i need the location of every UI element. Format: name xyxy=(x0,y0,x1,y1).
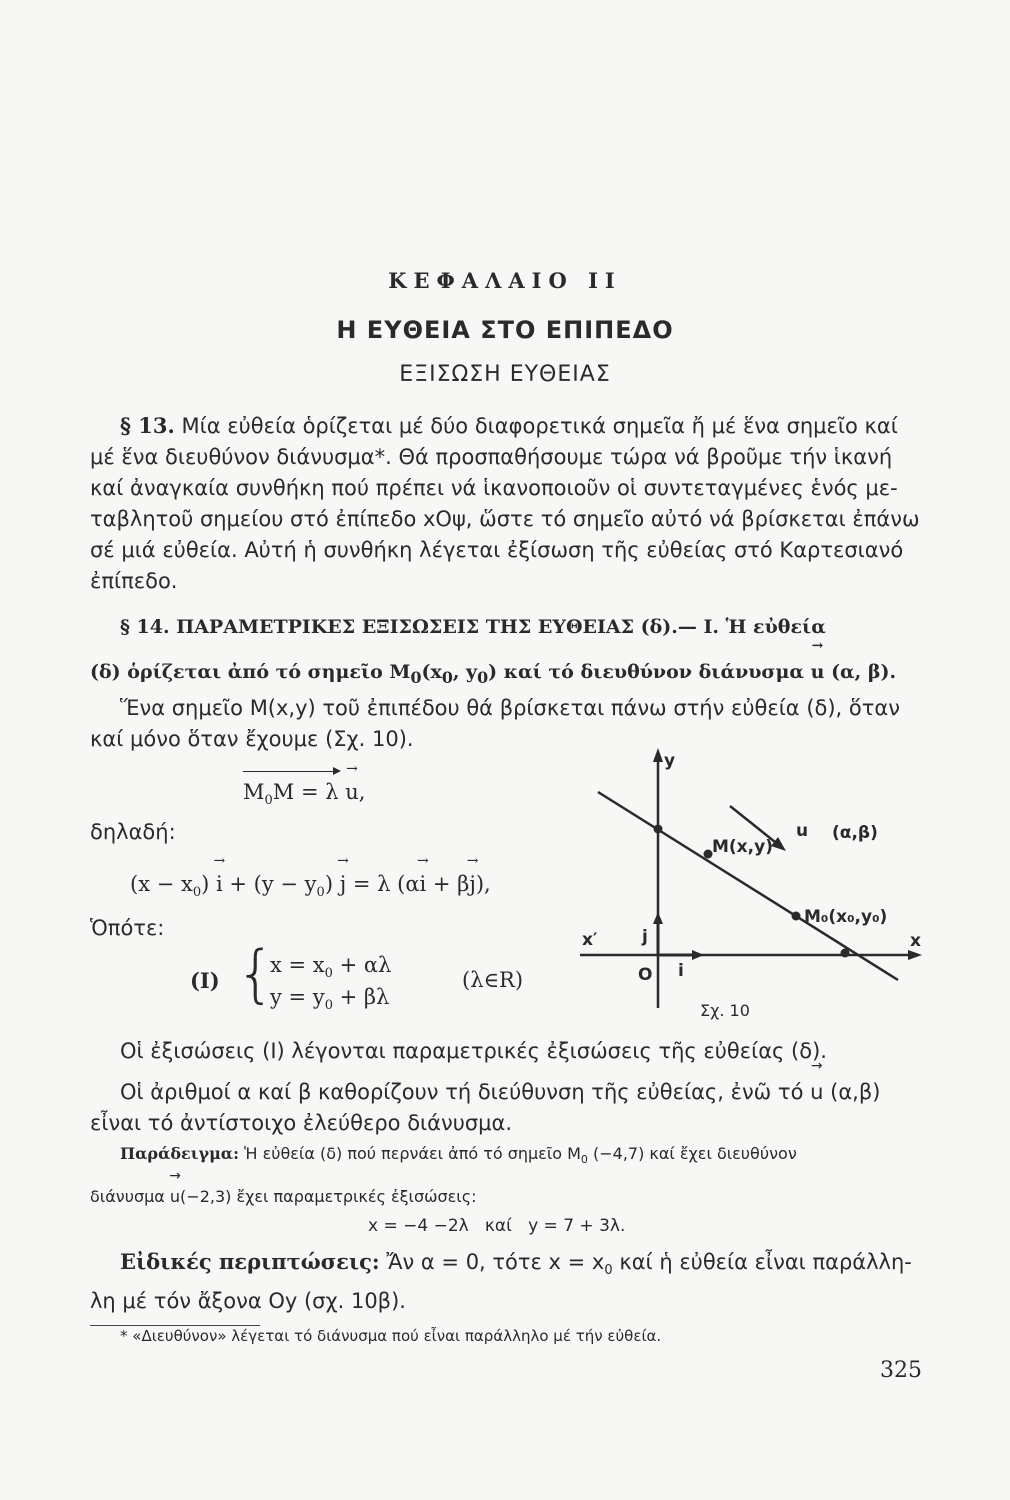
chapter-heading: ΚΕΦΑΛΑΙΟ ΙΙ xyxy=(388,268,622,293)
figure-10 xyxy=(560,740,940,1030)
special-text: καί ἡ εὐθεία εἶναι παράλλη- xyxy=(612,1250,912,1274)
section-14-text: , y xyxy=(452,661,478,683)
j-label: j xyxy=(642,927,648,947)
x-axis-arrow xyxy=(908,950,922,960)
footnote: * «Διευθύνον» λέγεται τό διάνυσμα πού εἶναι παράλληλο μέ τήν εὐθεία. xyxy=(120,1327,662,1345)
page-number: 325 xyxy=(880,1358,922,1383)
subscript: 0 xyxy=(477,667,489,687)
x-axis-label: x xyxy=(910,931,921,951)
example-label: Παράδειγμα: xyxy=(120,1144,240,1163)
vector-equation xyxy=(243,780,365,808)
ab-label: (α,β) xyxy=(832,823,878,843)
example-text: Ἡ εὐθεία (δ) πού περνάει ἀπό τό σημεῖο M xyxy=(244,1144,581,1163)
special-cases-label: Εἰδικές περιπτώσεις: xyxy=(120,1249,380,1274)
system-equation-x: $x = x_0 + \alpha\lambda$ xyxy=(270,953,392,982)
component-equation: $(x - x_0) \to i + (y - y_0) \to j = \lambda$ (α→ i + β→ j), xyxy=(130,872,491,900)
body-line: Οἱ ἀριθμοί α καί β καθορίζουν τή διεύθυνση τῆς εὐθείας, ἐνῶ τό → u (α,β) xyxy=(90,1077,925,1108)
special-text: λη μέ τόν ἄξονα Oy (σχ. 10β). xyxy=(90,1289,406,1314)
section-13-line: καί ἀναγκαία συνθήκη πού πρέπει νά ἱκανοποιοῦν οἱ συντεταγμένες ἑνός με- xyxy=(90,476,898,500)
x-prime-label: x′ xyxy=(582,930,598,950)
special-cases: Εἰδικές περιπτώσεις: Ἄν α = 0, τότε $x = x_0$ καί ἡ εὐθεία εἶναι παράλλη- λη μέ τόν ἄξονα Oy (σχ. 10β). xyxy=(90,1246,925,1317)
example-line-2 xyxy=(90,1187,476,1206)
unit-vector-i-head xyxy=(692,950,704,960)
vector-j: → j xyxy=(469,872,476,896)
opote-label: Ὁπότε: xyxy=(90,916,165,940)
body-line: Ἕνα σημεῖο M(x,y) τοῦ ἐπιπέδου θά βρίσκεται πάνω στήν εὐθεία (δ), ὅταν xyxy=(120,696,900,720)
body-line: εἶναι τό ἀντίστοιχο ἐλεύθερο διάνυσμα. xyxy=(90,1111,513,1135)
y-intercept-point xyxy=(654,825,663,834)
vector-M0M: $M_0M = \lambda$ xyxy=(243,780,339,808)
vector-j: → j xyxy=(340,872,347,896)
section-13-line: σέ μιά εὐθεία. Αὐτή ἡ συνθήκη λέγεται ἐξίσωση τῆς εὐθείας στό Καρτεσιανό xyxy=(90,538,904,562)
system-label: (Ι) xyxy=(190,968,220,993)
vector-u: → u xyxy=(170,1187,180,1206)
section-14-text: (α, β). xyxy=(831,661,897,683)
section-13-line: μέ ἕνα διευθύνον διάνυσμα*. Θά προσπαθήσουμε τώρα νά βροῦμε τήν ἱκανή xyxy=(90,445,893,469)
page-title: Η ΕΥΘΕΙΑ ΣΤΟ ΕΠΙΠΕΔΟ xyxy=(336,316,674,344)
section-13-line: Μία εὐθεία ὁρίζεται μέ δύο διαφορετικά σημεῖα ἤ μέ ἕνα σημεῖο καί xyxy=(181,414,898,438)
vector-u: → u xyxy=(810,1077,823,1108)
y-axis-arrow xyxy=(653,748,663,762)
section-subtitle: ΕΞΙΣΩΣΗ ΕΥΘΕΙΑΣ xyxy=(399,362,611,387)
figure-caption: Σχ. 10 xyxy=(700,1001,750,1020)
M-label: M(x,y) xyxy=(712,837,773,857)
section-14-number: § 14. xyxy=(120,616,170,638)
footnote-divider xyxy=(90,1325,260,1326)
body-line: καί μόνο ὅταν ἔχουμε (Σχ. 10). xyxy=(90,727,414,751)
section-14-text: (δ) ὁρίζεται ἀπό τό σημεῖο M xyxy=(90,661,411,683)
parameter-condition: (λ∈R) xyxy=(462,968,524,992)
vector-u: → u xyxy=(345,780,359,804)
section-13 xyxy=(90,410,925,597)
vector-u: → u xyxy=(811,657,825,688)
example-text: διάνυσμα xyxy=(90,1187,165,1206)
unit-vector-j-head xyxy=(653,912,663,924)
x-intercept-point xyxy=(841,949,850,958)
subscript: 0 xyxy=(441,667,453,687)
system-brace: { xyxy=(236,937,276,1010)
diladi-label: δηλαδή: xyxy=(90,820,176,844)
point-M0 xyxy=(792,912,801,921)
section-14-text: ) καί τό διευθύνον διάνυσμα xyxy=(488,661,804,683)
y-axis-label: y xyxy=(664,751,676,771)
example: Παράδειγμα: Ἡ εὐθεία (δ) πού περνάει ἀπό τό σημεῖο $M_0$ (−4,7) καί ἔχει διευθύνον xyxy=(120,1144,797,1167)
section-13-number: § 13. xyxy=(120,413,175,438)
example-text: (−2,3) ἔχει παραμετρικές ἐξισώσεις: xyxy=(180,1187,477,1206)
section-13-line: ἐπίπεδο. xyxy=(90,569,178,593)
parametric-explanation xyxy=(90,1036,925,1139)
i-label: i xyxy=(678,961,684,981)
body-line: Οἱ ἐξισώσεις (Ι) λέγονται παραμετρικές ἐξισώσεις τῆς εὐθείας (δ). xyxy=(120,1039,827,1063)
origin-label: O xyxy=(638,965,653,985)
section-14-title: ΠΑΡΑΜΕΤΡΙΚΕΣ ΕΞΙΣΩΣΕΙΣ ΤΗΣ ΕΥΘΕΙΑΣ (δ).— Ι. Ἡ εὐθεία xyxy=(176,616,826,638)
example-text: (−4,7) καί ἔχει διευθύνον xyxy=(587,1144,797,1163)
vector-i: → i xyxy=(420,872,427,896)
vector-i: → i xyxy=(216,872,223,896)
u-label: u xyxy=(796,821,809,841)
section-14-text: (x xyxy=(421,661,442,683)
special-text: Ἄν α = 0, τότε x = x xyxy=(386,1250,605,1274)
example-equations: x = −4 −2λ καί y = 7 + 3λ. xyxy=(368,1216,626,1236)
system-equation-y: $y = y_0 + \beta\lambda$ xyxy=(270,985,390,1014)
section-13-line: ταβλητοῦ σημείου στό ἐπίπεδο xΟψ, ὥστε τό σημεῖο αὐτό νά βρίσκεται ἐπάνω xyxy=(90,507,920,531)
M0-label: M₀(x₀,y₀) xyxy=(804,907,888,927)
subscript: 0 xyxy=(410,667,422,687)
section-14-heading xyxy=(90,612,925,693)
punctuation: , xyxy=(358,780,366,804)
